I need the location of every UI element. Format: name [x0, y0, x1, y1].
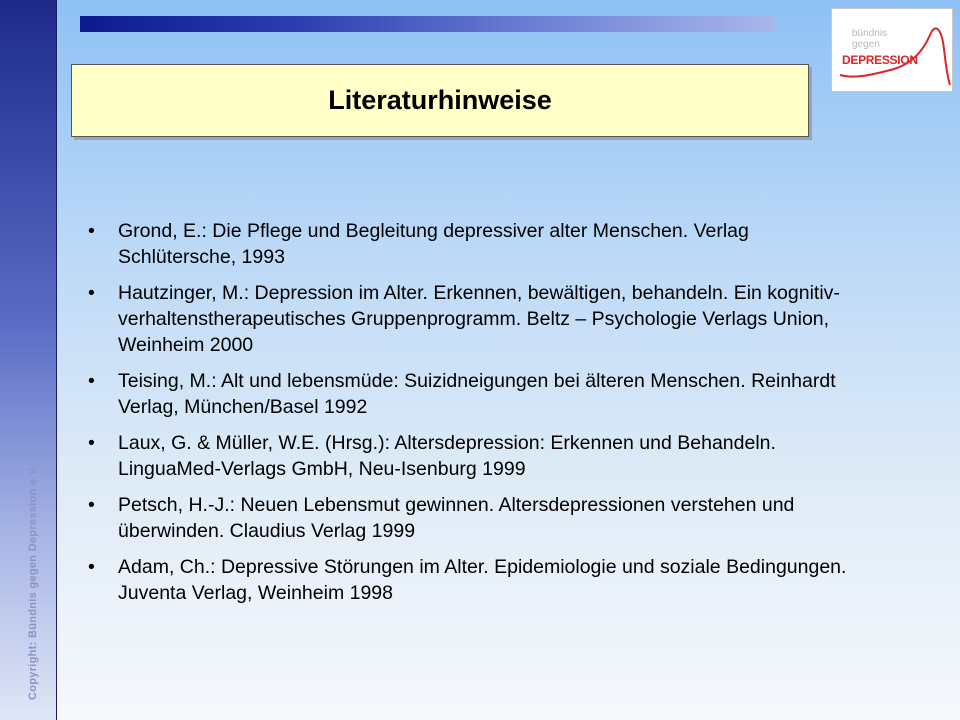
list-item	[84, 218, 854, 270]
bullet-icon: •	[88, 282, 95, 304]
reference-text: Petsch, H.-J.: Neuen Lebensmut gewinnen. Altersdepressionen verstehen und überwinden. Claudius Verlag 1999	[118, 494, 795, 542]
bullet-icon: •	[88, 494, 95, 516]
bullet-icon: •	[88, 370, 95, 392]
page-title: Literaturhinweise	[328, 85, 552, 115]
reference-text: Laux, G. & Müller, W.E. (Hrsg.): Altersdepression: Erkennen und Behandeln. LinguaMed-Verlags GmbH, Neu-Isenburg 1999	[118, 432, 776, 480]
reference-text: Grond, E.: Die Pflege und Begleitung depressiver alter Menschen. Verlag Schlütersche, 1993	[118, 220, 749, 268]
list-item	[84, 430, 854, 482]
bullet-icon: •	[88, 220, 95, 242]
logo-text-depression: DEPRESSION	[842, 53, 918, 67]
list-item	[84, 368, 854, 420]
bullet-icon: •	[88, 556, 95, 578]
logo-text-gegen: gegen	[852, 39, 880, 50]
logo-swoosh-icon	[832, 9, 952, 91]
header-gradient-bar	[80, 16, 776, 32]
list-item	[84, 280, 854, 358]
list-item	[84, 554, 854, 606]
title-box	[71, 64, 809, 137]
buendnis-logo	[831, 8, 953, 92]
reference-text: Teising, M.: Alt und lebensmüde: Suizidneigungen bei älteren Menschen. Reinhardt Verlag, München/Basel 1992	[118, 370, 836, 418]
reference-list	[84, 218, 854, 616]
logo-text-buendnis: bündnis	[852, 28, 888, 39]
reference-text: Hautzinger, M.: Depression im Alter. Erkennen, bewältigen, behandeln. Ein kognitiv-verhaltenstherapeutisches Gruppenprogramm. Beltz – Psychologie Verlags Union, Weinheim 2000	[118, 282, 840, 356]
left-sidebar	[0, 0, 57, 720]
list-item	[84, 492, 854, 544]
copyright-text: Copyright: Bündnis gegen Depression e.V.	[27, 465, 39, 700]
reference-text: Adam, Ch.: Depressive Störungen im Alter. Epidemiologie und soziale Bedingungen. Juventa Verlag, Weinheim 1998	[118, 556, 847, 604]
bullet-icon: •	[88, 432, 95, 454]
